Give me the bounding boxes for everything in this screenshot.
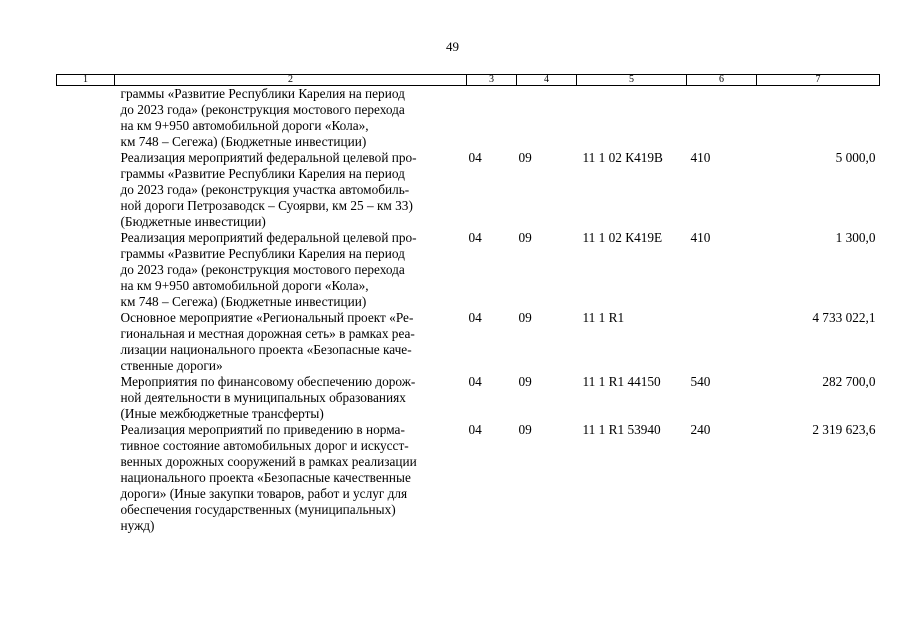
table-row bbox=[57, 150, 880, 230]
expenditure-name: Реализация мероприятий по приведению в норма- тивное состояние автомобильных дорог и искусст- венных дорожных сооружений в рамках реализации национального проекта «Безопасные качественные дороги» (Иные закупки товаров, работ и услуг для обеспечения государственных (муниципальных) нужд) bbox=[120, 422, 417, 533]
expense-type-code bbox=[687, 310, 757, 374]
expense-type-code bbox=[687, 86, 757, 151]
target-article-code: 11 1 R1 44150 bbox=[582, 374, 661, 389]
table-row bbox=[57, 422, 880, 534]
column-header-6: 6 bbox=[687, 75, 757, 86]
row-index-cell bbox=[57, 374, 115, 422]
expenditure-name: Основное мероприятие «Региональный проект «Ре- гиональная и местная дорожная сеть» в рамках реа- лизации национального проекта «Безопасные каче- ственные дороги» bbox=[120, 310, 415, 373]
table-row bbox=[57, 310, 880, 374]
table-row bbox=[57, 86, 880, 151]
expense-type-code: 240 bbox=[690, 422, 711, 437]
table-row bbox=[57, 374, 880, 422]
expense-type-code: 540 bbox=[690, 374, 711, 389]
table-row bbox=[57, 230, 880, 310]
page-number: 49 bbox=[446, 39, 459, 54]
expense-type-code: 410 bbox=[690, 230, 711, 245]
expenditure-name: Мероприятия по финансовому обеспечению дорож- ной деятельности в муниципальных образованиях (Иные межбюджетные трансферты) bbox=[120, 374, 416, 421]
amount: 2 319 623,6 bbox=[812, 422, 876, 437]
section-code: 04 bbox=[468, 150, 482, 165]
row-index-cell bbox=[57, 86, 115, 151]
expenditure-name: Реализация мероприятий федеральной целевой про- граммы «Развитие Республики Карелия на период до 2023 года» (реконструкция участка автомобиль- ной дороги Петрозаводск – Суоярви, км 25 – км 33) (Бюджетные инвестиции) bbox=[120, 150, 417, 229]
expenditure-name: граммы «Развитие Республики Карелия на период до 2023 года» (реконструкция мостового перехода на км 9+950 автомобильной дороги «Кола», км 748 – Сегежа) (Бюджетные инвестиции) bbox=[120, 86, 405, 149]
target-article-code: 11 1 R1 53940 bbox=[582, 422, 661, 437]
column-header-7: 7 bbox=[757, 75, 880, 86]
section-code: 04 bbox=[468, 374, 482, 389]
target-article-code: 11 1 R1 bbox=[582, 310, 625, 325]
row-index-cell bbox=[57, 230, 115, 310]
target-article-code bbox=[577, 86, 687, 151]
column-header-5: 5 bbox=[577, 75, 687, 86]
subsection-code bbox=[517, 86, 577, 151]
amount: 5 000,0 bbox=[835, 150, 876, 165]
subsection-code: 09 bbox=[518, 374, 532, 389]
section-code: 04 bbox=[468, 422, 482, 437]
amount: 282 700,0 bbox=[822, 374, 876, 389]
expenditure-name: Реализация мероприятий федеральной целевой про- граммы «Развитие Республики Карелия на период до 2023 года» (реконструкция мостового перехода на км 9+950 автомобильной дороги «Кола», км 748 – Сегежа) (Бюджетные инвестиции) bbox=[120, 230, 417, 309]
row-index-cell bbox=[57, 422, 115, 534]
subsection-code: 09 bbox=[518, 422, 532, 437]
amount: 1 300,0 bbox=[835, 230, 876, 245]
budget-table bbox=[56, 74, 880, 534]
section-code: 04 bbox=[468, 310, 482, 325]
amount bbox=[757, 86, 880, 151]
amount: 4 733 022,1 bbox=[812, 310, 876, 325]
row-index-cell bbox=[57, 150, 115, 230]
column-header-1: 1 bbox=[57, 75, 115, 86]
subsection-code: 09 bbox=[518, 150, 532, 165]
expense-type-code: 410 bbox=[690, 150, 711, 165]
column-header-2: 2 bbox=[115, 75, 467, 86]
row-index-cell bbox=[57, 310, 115, 374]
column-header-3: 3 bbox=[467, 75, 517, 86]
subsection-code: 09 bbox=[518, 310, 532, 325]
table-header-row bbox=[57, 75, 880, 86]
section-code bbox=[467, 86, 517, 151]
section-code: 04 bbox=[468, 230, 482, 245]
target-article-code: 11 1 02 К419В bbox=[582, 150, 663, 165]
subsection-code: 09 bbox=[518, 230, 532, 245]
target-article-code: 11 1 02 К419Е bbox=[582, 230, 663, 245]
column-header-4: 4 bbox=[517, 75, 577, 86]
